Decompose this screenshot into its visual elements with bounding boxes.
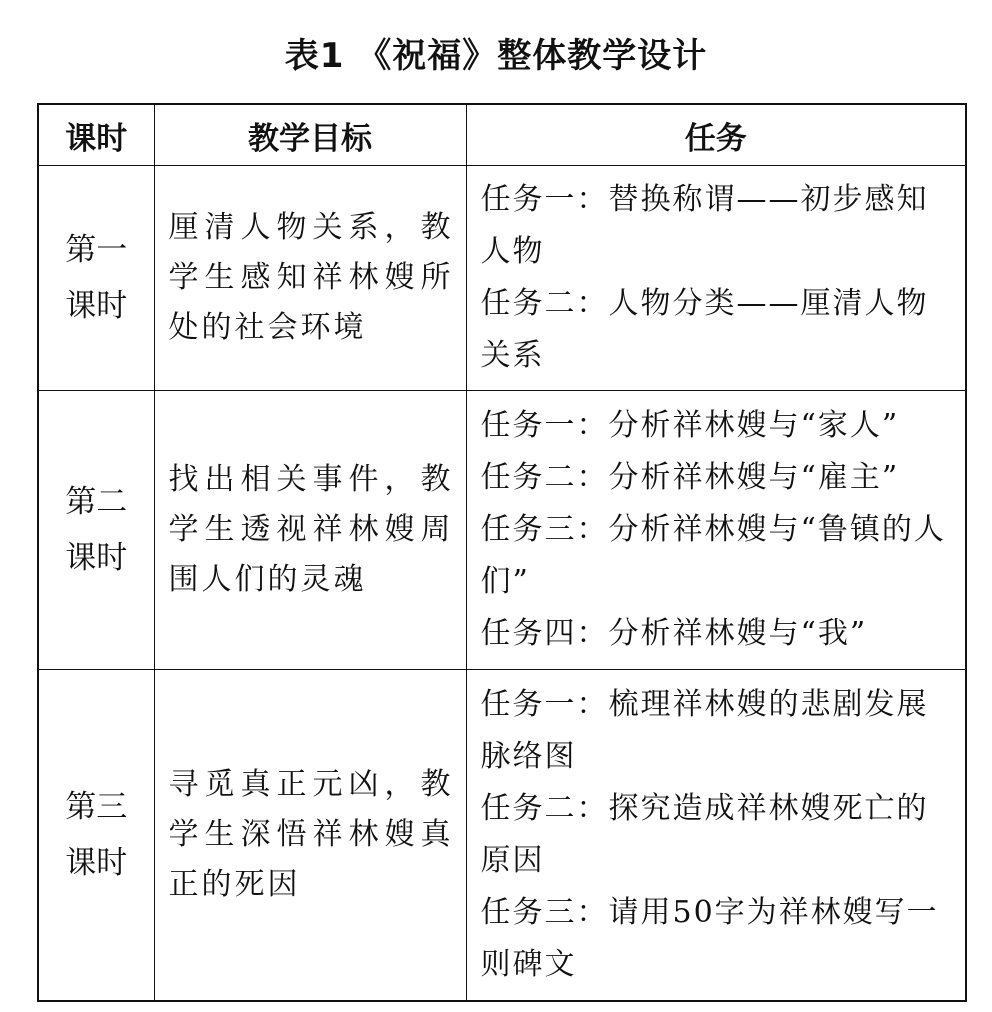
goal-text: 找出相关事件，教学生透视祥林嫂周围人们的灵魂 <box>168 462 454 597</box>
lesson-design-table <box>37 103 967 1002</box>
header-goal: 教学目标 <box>154 104 466 166</box>
session-label: 第一课时 <box>65 232 128 324</box>
session-label: 第二课时 <box>65 484 128 576</box>
task-item: 任务一：替换称谓——初步感知人物 <box>480 182 929 269</box>
table-row <box>38 670 966 1002</box>
session-label: 第三课时 <box>65 789 128 881</box>
task-item: 任务三：分析祥林嫂与“鲁镇的人们” <box>480 512 946 599</box>
tasks-cell <box>466 166 966 391</box>
task-item: 任务二：探究造成祥林嫂死亡的原因 <box>480 791 929 878</box>
session-cell <box>38 670 154 1002</box>
task-item: 任务一：分析祥林嫂与“家人” <box>480 408 900 443</box>
goal-text: 厘清人物关系，教学生感知祥林嫂所处的社会环境 <box>168 210 454 345</box>
header-tasks: 任务 <box>466 104 966 166</box>
table-header-row <box>38 104 966 166</box>
task-item: 任务四：分析祥林嫂与“我” <box>480 616 868 651</box>
task-item: 任务一：梳理祥林嫂的悲剧发展脉络图 <box>480 687 929 774</box>
goal-cell <box>154 391 466 670</box>
tasks-cell <box>466 391 966 670</box>
goal-cell <box>154 670 466 1002</box>
header-session: 课时 <box>38 104 154 166</box>
goal-text: 寻觅真正元凶，教学生深悟祥林嫂真正的死因 <box>168 767 454 902</box>
table-row <box>38 391 966 670</box>
table-row <box>38 166 966 391</box>
task-item: 任务三：请用50字为祥林嫂写一则碑文 <box>480 895 939 982</box>
task-item: 任务二：人物分类——厘清人物关系 <box>480 286 929 373</box>
session-cell <box>38 391 154 670</box>
goal-cell <box>154 166 466 391</box>
table-title: 表1 《祝福》整体教学设计 <box>284 36 708 76</box>
tasks-cell <box>466 670 966 1002</box>
task-item: 任务二：分析祥林嫂与“雇主” <box>480 460 900 495</box>
session-cell <box>38 166 154 391</box>
